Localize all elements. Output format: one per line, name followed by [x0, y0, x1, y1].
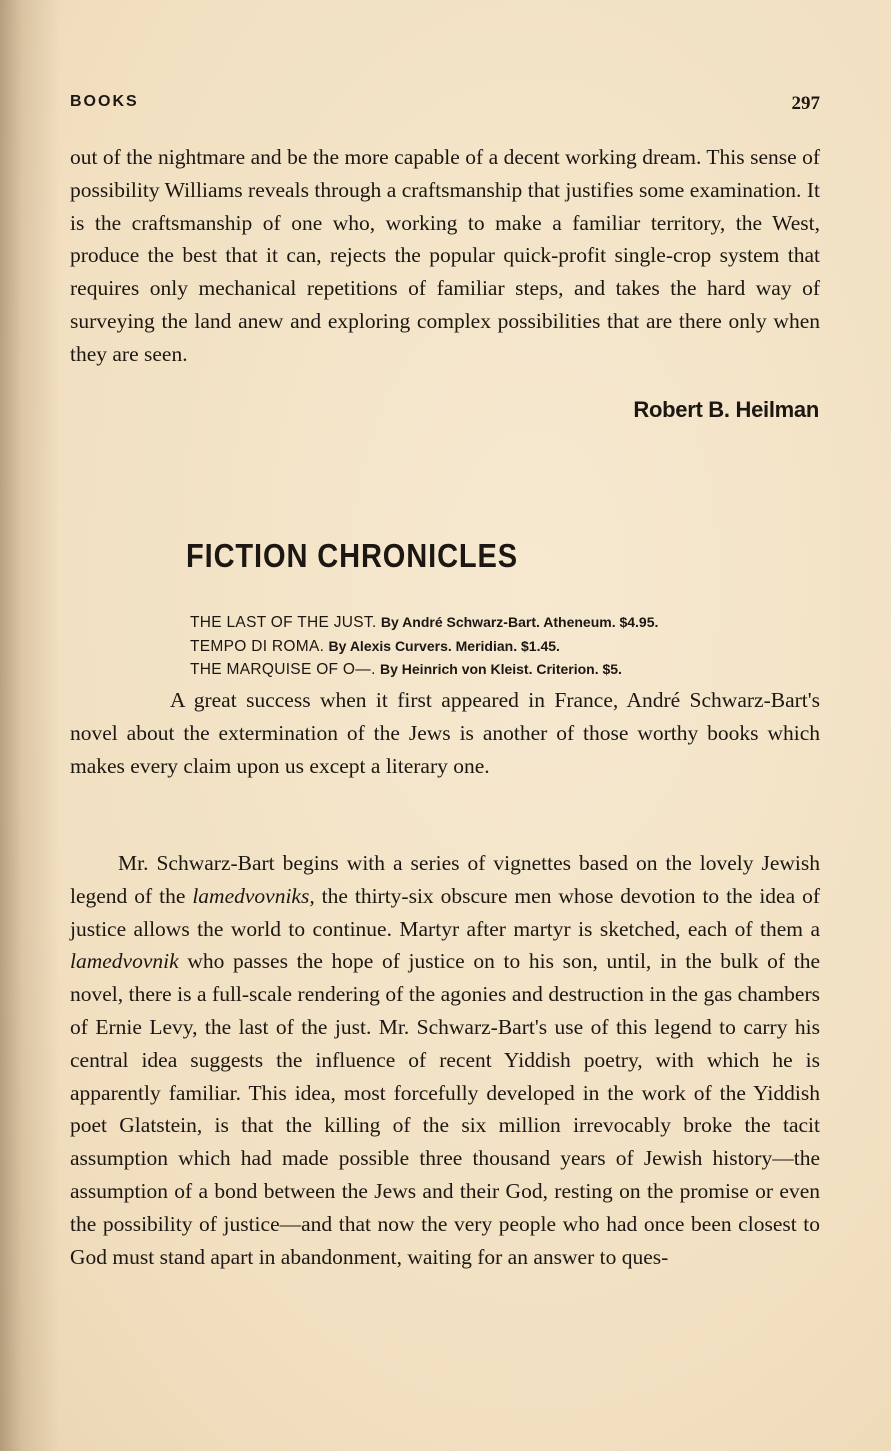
review-opening-paragraph: A great success when it first appeared in France, André Schwarz-Bart's novel about the extermination of the Jews is another of those worthy books which makes every claim upon us except a literary one. — [70, 688, 820, 778]
paragraph-text: Mr. Schwarz-Bart begins with a series of vignettes based on the lovely Jewish legend of the — [70, 851, 820, 908]
books-reviewed-list — [190, 611, 830, 682]
book-title: THE MARQUISE OF O—. — [190, 661, 376, 678]
section-title: FICTION CHRONICLES — [186, 537, 519, 574]
book-entry — [190, 635, 830, 659]
reviewer-signature: Robert B. Heilman — [633, 397, 819, 422]
page-number: 297 — [791, 93, 820, 114]
book-entry — [190, 611, 830, 635]
paragraph-text: who passes the hope of justice on to his son, until, in the bulk of the novel, there is a full-scale rendering of the agonies and destruction in the gas chambers of Ernie Levy, the last of the just. Mr. Schwarz-Bart's use of this legend to carry his central idea suggests the influence of recent Yiddish poetry, with which he is apparently familiar. This idea, most forcefully developed in the work of the Yiddish poet Glatstein, is that the killing of the six million irrevocably broke the tacit assumption which had made possible three thousand years of Jewish history—the assumption of a bond between the Jews and their God, resting on the promise or even the possibility of justice—and that now the very people who had once been closest to God must stand apart in abandonment, waiting for an answer to ques- — [70, 949, 820, 1269]
book-meta: By Heinrich von Kleist. Criterion. $5. — [380, 661, 622, 677]
running-head — [70, 93, 820, 115]
book-entry — [190, 658, 830, 682]
italic-term: lamedvovniks, — [192, 883, 315, 908]
book-meta: By Alexis Curvers. Meridian. $1.45. — [328, 637, 560, 654]
paragraph-text: the thirty-six obscure men whose devotion to the idea of justice allows the world to continue. Martyr after martyr is sketched, each of them a — [70, 883, 820, 941]
section-name: BOOKS — [70, 93, 139, 110]
review-closing-paragraph: out of the nightmare and be the more capable of a decent working dream. This sense of possibility Williams reveals through a craftsmanship that justifies some examination. It is the craftsmanship of one who, working to make a familiar territory, the West, produce the best that it can, rejects the popular quick-profit single-crop system that requires only mechanical repetitions of familiar steps, and takes the hard way of surveying the land anew and exploring complex possibilities that are there only when they are seen. — [70, 145, 820, 366]
book-title: THE LAST OF THE JUST. — [190, 614, 377, 631]
book-meta: By André Schwarz-Bart. Atheneum. $4.95. — [380, 614, 659, 630]
book-title: TEMPO DI ROMA. — [190, 637, 325, 655]
review-body-paragraph — [70, 847, 820, 1273]
italic-term: lamedvovnik — [70, 949, 179, 974]
